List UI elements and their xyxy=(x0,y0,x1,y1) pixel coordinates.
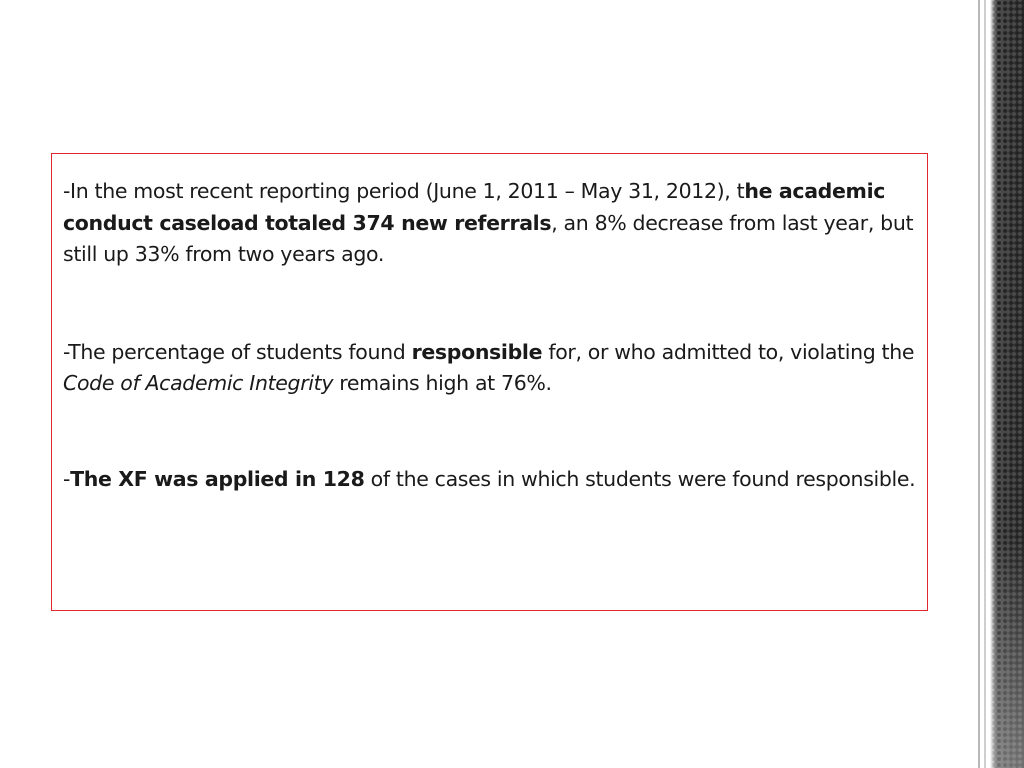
decorative-side-strip xyxy=(976,0,1024,768)
dotted-pattern-band xyxy=(990,0,1024,768)
text-run: of the cases in which students were found responsible. xyxy=(364,466,916,491)
text-run: -The percentage of students found xyxy=(63,339,412,364)
paragraph-responsible xyxy=(63,337,917,400)
text-run: for, or who admitted to, violating the xyxy=(542,339,915,364)
text-run: - xyxy=(63,466,71,491)
text-run-bold: The XF was applied in 128 xyxy=(70,466,365,491)
text-run-italic: Code of Academic Integrity xyxy=(63,371,334,395)
text-run-bold: he academic conduct caseload totaled 374 new referrals xyxy=(63,179,886,235)
side-divider-line xyxy=(978,0,980,768)
side-divider-line xyxy=(984,0,986,768)
paragraph-caseload xyxy=(63,176,917,271)
text-run-bold: responsible xyxy=(411,339,543,364)
text-run: -In the most recent reporting period (June 1, 2011 – May 31, 2012), t xyxy=(63,179,745,203)
text-run: remains high at 76%. xyxy=(333,371,552,395)
paragraph-xf xyxy=(63,464,917,496)
text-run: , an 8% decrease from last year, but still up 33% from two years ago. xyxy=(63,210,914,266)
text-box xyxy=(51,153,928,611)
